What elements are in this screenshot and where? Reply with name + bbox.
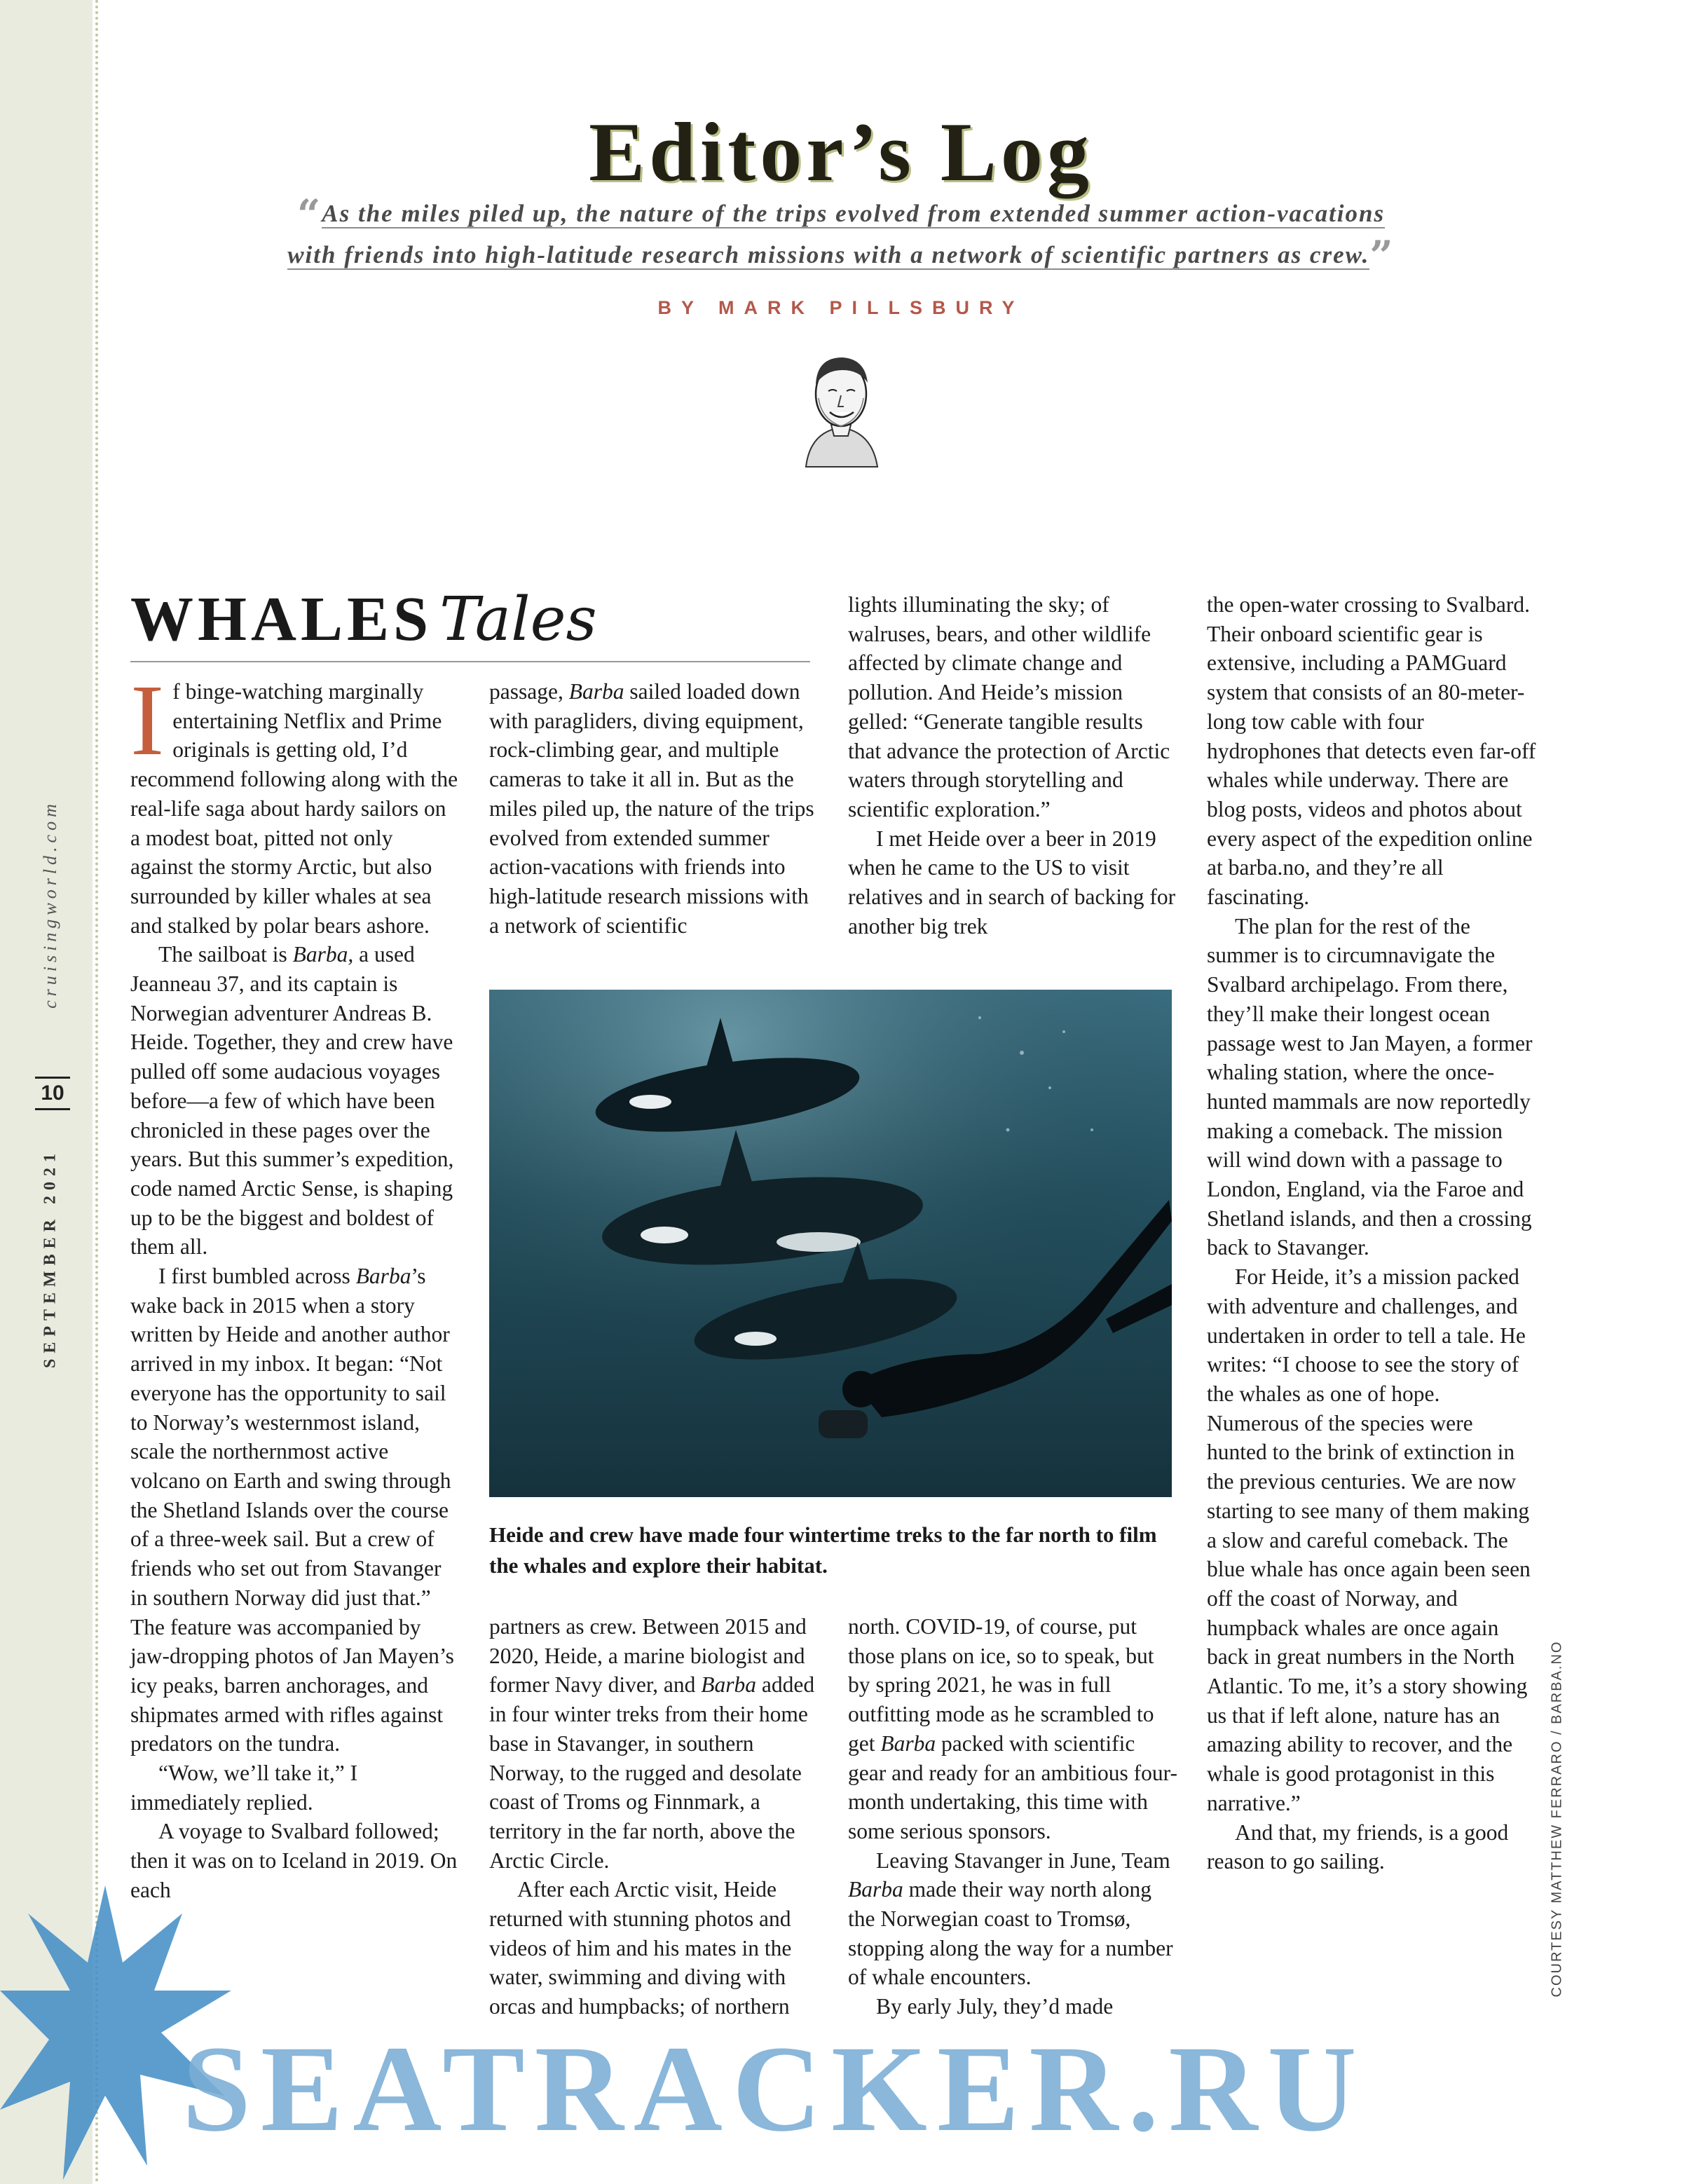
paragraph: partners as crew. Between 2015 and 2020, Heide, a marine biologist and former Navy diver, and Barba added in four winter treks from their home base in Stavanger, in southern Norway, to the rugged and desolate coast of Troms og Finnmark, a territory in the far north, above the Arctic Circle.	[489, 1614, 815, 1873]
column-title: Editor’s Log	[589, 105, 1093, 198]
paragraph: If binge-watching marginally entertaining Netflix and Prime originals is getting old, I’d recommend following along with the real-life saga about hardy sailors on a modest boat, pitted not only against the stormy Arctic, but also surrounded by killer whales at sea and stalked by polar bears ashore.	[130, 664, 458, 938]
article-column-2-top	[489, 677, 819, 971]
paragraph: The sailboat is Barba, a used Jeanneau 37, and its captain is Norwegian adventurer Andreas B. Heide. Together, they and crew have pulled off some audacious voyages before—a few of which have been chronicled in these pages over the years. But this summer’s expedition, code named Arctic Sense, is shaping up to be the biggest and boldest of them all.	[130, 942, 454, 1260]
orca-diver-photo	[489, 990, 1172, 1497]
page-number: 10	[35, 1077, 70, 1110]
byline: BY MARK PILLSBURY	[657, 297, 1025, 318]
boat-name: Barba,	[292, 942, 354, 967]
article-column-3-bottom	[848, 1612, 1177, 2044]
boat-name: Barba	[848, 1877, 903, 1902]
photo-credit: COURTESY MATTHEW FERRARO / BARBA.NO	[1549, 1640, 1565, 1998]
watermark-text: SEATRACKER.RU	[182, 2021, 1367, 2157]
drop-cap: I	[130, 664, 165, 777]
boat-name: Barba	[568, 679, 624, 704]
boat-name: Barba	[880, 1731, 936, 1756]
issue-date: SEPTEMBER 2021	[41, 1147, 60, 1369]
paragraph: “Wow, we’ll take it,” I immediately replied.	[130, 1761, 358, 1815]
article-column-1	[130, 664, 460, 2044]
boat-name: Barba	[701, 1672, 756, 1698]
headline-main: WHALES	[130, 585, 433, 654]
paragraph: After each Arctic visit, Heide returned with stunning photos and videos of him and his mates in the water, swimming and diving with orcas and humpbacks; of northern	[489, 1877, 792, 2019]
paragraph: The plan for the rest of the summer is to circumnavigate the Svalbard archipelago. From there, they’ll make their longest ocean passage west to Jan Mayen, a former whaling station, where the once-hunted mammals are now reportedly making a comeback. The mission will wind down with a passage to London, England, via the Faroe and Shetland islands, and then a crossing back to Stavanger.	[1207, 913, 1533, 1260]
article-column-2-bottom	[489, 1612, 819, 2044]
paragraph: lights illuminating the sky; of walruses, bears, and other wildlife affected by climate change and pollution. And Heide’s mission gelled: “Generate tangible results that advance the protection of Arctic waters through storytelling and scientific exploration.”	[848, 592, 1170, 821]
photo-caption: Heide and crew have made four wintertime treks to the far north to film the whales and explore their habitat.	[489, 1522, 1157, 1578]
pull-quote-line-1: “As the miles piled up, the nature of the trips evolved from extended summer action-vacations	[296, 191, 1386, 238]
paragraph: And that, my friends, is a good reason to go sailing.	[1207, 1820, 1509, 1874]
paragraph: A voyage to Svalbard followed; then it was on to Iceland in 2019. On each	[130, 1819, 458, 1902]
paragraph: passage, Barba sailed loaded down with paragliders, diving equipment, rock-climbing gear, and multiple cameras to take it all in. But as the miles piled up, the nature of the trips evolved from extended summer action-vacations with friends into high-latitude research missions with a network of scientific	[489, 679, 814, 938]
boat-name: Barba	[355, 1264, 411, 1289]
pull-quote	[154, 191, 1528, 280]
paragraph: For Heide, it’s a mission packed with adventure and challenges, and undertaken in order to tell a tale. He writes: “I choose to see the story of the whales as one of hope. Numerous of the species were hunted to the brink of extinction in the previous centuries. We are now starting to see many of them making a slow and careful comeback. The blue whale has once again been seen off the coast of Norway, and humpback whales are once again back in great numbers in the North Atlantic. To me, it’s a story showing us that if left alone, nature has an amazing ability to recover, and the whale is good protagonist in this narrative.”	[1207, 1264, 1531, 1815]
article-headline	[130, 583, 810, 662]
margin-website: cruisingworld.com	[40, 800, 60, 1009]
pull-quote-line-2: with friends into high-latitude research missions with a network of scientific partners as crew.”	[287, 232, 1395, 280]
margin-dotted-rule	[95, 0, 98, 2184]
paragraph: By early July, they’d made	[876, 1994, 1114, 2019]
author-portrait-icon	[785, 342, 897, 468]
paragraph: Leaving Stavanger in June, Team Barba made their way north along the Norwegian coast to Tromsø, stopping along the way for a number of whale encounters.	[848, 1848, 1173, 1990]
paragraph: north. COVID-19, of course, put those plans on ice, so to speak, but by spring 2021, he was in full outfitting mode as he scrambled to get Barba packed with scientific gear and ready for an ambitious four-month undertaking, this time with some serious sponsors.	[848, 1614, 1177, 1843]
article-column-3-top	[848, 590, 1177, 971]
paragraph: I first bumbled across Barba’s wake back in 2015 when a story written by Heide and another author arrived in my inbox. It began: “Not everyone has the opportunity to sail to Norway’s westernmost island, scale the northernmost active volcano on Earth and swing through the Shetland Islands over the course of a three-week sail. But a crew of friends who set out from Stavanger in southern Norway did just that.” The feature was accompanied by jaw-dropping photos of Jan Mayen’s icy peaks, barren anchorages, and shipmates armed with rifles against predators on the tundra.	[130, 1264, 454, 1756]
article-column-4	[1207, 590, 1536, 2044]
headline-script: Tales	[439, 585, 597, 655]
paragraph: I met Heide over a beer in 2019 when he came to the US to visit relatives and in search of backing for another big trek	[848, 826, 1176, 939]
orca-photo-illustration	[489, 990, 1172, 1497]
open-quote-icon: “	[296, 191, 322, 238]
close-quote-icon: ”	[1369, 232, 1395, 280]
paragraph: the open-water crossing to Svalbard. Their onboard scientific gear is extensive, including a PAMGuard system that consists of an 80-meter-long tow cable with four hydrophones that detects even far-off whales while underway. There are blog posts, videos and photos about every aspect of the expedition online at barba.no, and they’re all fascinating.	[1207, 592, 1536, 910]
